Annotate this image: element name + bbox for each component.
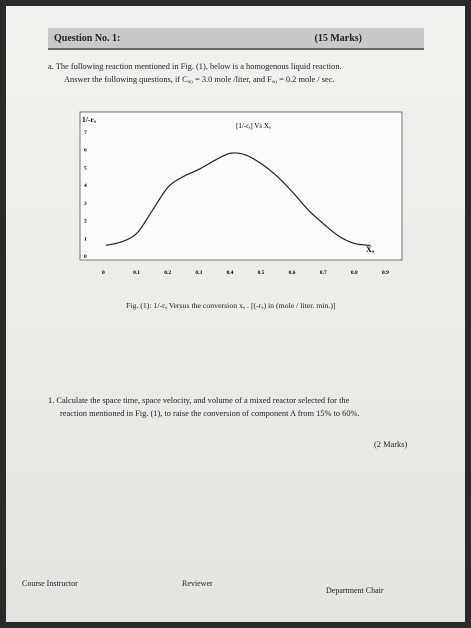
intro-line-2: Answer the following questions, if Cₐ₀ = 3.0 mole /liter, and Fₐ₀ = 0.2 mole / sec.	[64, 75, 335, 84]
y-tick-label: 5	[84, 165, 87, 172]
y-axis-label: 1/-rₐ	[82, 115, 96, 124]
question1-line-1: 1. Calculate the space time, space velocity, and volume of a mixed reactor selected for the	[48, 396, 350, 405]
x-tick-label: 0.8	[350, 270, 358, 276]
figure-caption: Fig. (1): 1/-rₐ Versus the conversion xₐ . [(-rₐ) in (mole / liter. min.)]	[126, 301, 336, 310]
question-number: Question No. 1:	[54, 33, 121, 44]
department-chair-label: Department Chair	[326, 586, 384, 595]
chart-title: [1/-rₐ] Vs Xₐ	[236, 122, 271, 130]
x-tick-label: 0.9	[382, 270, 389, 276]
x-tick-label: 0.6	[288, 270, 296, 276]
x-tick-label: 0.7	[319, 270, 327, 276]
y-tick-label: 7	[84, 130, 87, 136]
reviewer-label: Reviewer	[182, 579, 213, 588]
y-tick-label: 6	[84, 147, 87, 154]
course-instructor-label: Course Instructor	[22, 579, 78, 588]
x-tick-label: 0.4	[226, 270, 234, 276]
y-tick-label: 3	[84, 200, 87, 207]
y-tick-label: 2	[84, 218, 87, 225]
question1-line-2: reaction mentioned in Fig. (1), to raise the conversion of component A from 15% to 60%.	[60, 409, 360, 418]
chart-svg	[66, 106, 416, 286]
plot-frame	[80, 112, 402, 260]
x-tick-label: 0.3	[195, 270, 203, 276]
y-tick-label: 4	[84, 183, 87, 190]
x-tick-label: 0.5	[257, 270, 265, 276]
question-header-bar	[48, 28, 424, 50]
x-tick-label: 0.1	[133, 270, 140, 276]
x-axis-label: Xₐ	[366, 245, 375, 254]
question-marks: (15 Marks)	[314, 33, 362, 44]
y-tick-label: 1	[84, 236, 87, 243]
conversion-chart	[66, 106, 416, 286]
x-tick-label: 0	[102, 270, 105, 276]
x-tick-label: 0.2	[164, 270, 172, 276]
y-tick-label: 0	[84, 254, 87, 260]
question1-marks: (2 Marks)	[374, 440, 408, 449]
intro-line-1: a. The following reaction mentioned in Fig. (1), below is a homogenous liquid reaction.	[48, 62, 342, 71]
